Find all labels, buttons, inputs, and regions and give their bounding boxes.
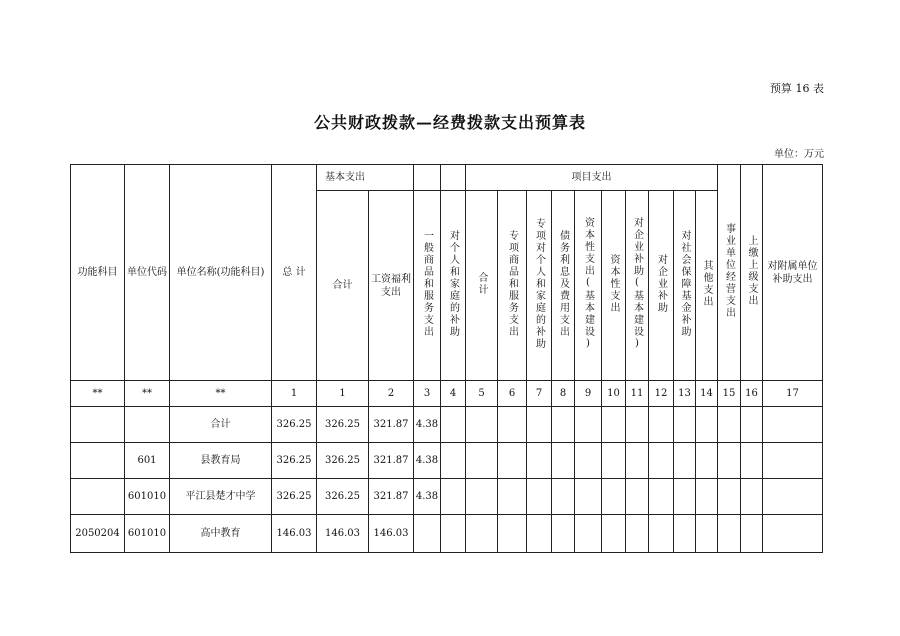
cell-code: 601 [125,443,170,479]
header-capital: 资本性支出 [602,191,626,381]
header-unit-name: 单位名称(功能科目) [170,165,272,381]
cell-name: 县教育局 [170,443,272,479]
cell-wages: 146.03 [369,515,414,553]
index-cell: 4 [441,381,466,407]
cell-goods: 4.38 [414,443,441,479]
cell-basic-total: 326.25 [317,407,369,443]
cell-wages: 321.87 [369,443,414,479]
index-cell: ** [125,381,170,407]
cell-basic-total: 326.25 [317,479,369,515]
budget-table [70,164,823,553]
index-cell: 5 [466,381,498,407]
index-cell: 12 [649,381,674,407]
index-row [71,381,823,407]
cell-total: 326.25 [272,407,317,443]
cell-name: 高中教育 [170,515,272,553]
cell-function [71,407,125,443]
index-cell: 2 [369,381,414,407]
index-cell: 17 [763,381,823,407]
cell-code [125,407,170,443]
index-cell: 14 [696,381,718,407]
header-basic-total: 合计 [317,191,369,381]
header-enterprise: 对企业补助 [649,191,674,381]
cell-function: 2050204 [71,515,125,553]
header-wages: 工资福利支出 [369,191,414,381]
header-social-security: 对社会保障基金补助 [674,191,696,381]
header-goods-services: 一般商品和服务支出 [414,191,441,381]
cell-basic-total: 326.25 [317,443,369,479]
index-cell: 11 [626,381,649,407]
index-cell: 3 [414,381,441,407]
cell-goods: 4.38 [414,407,441,443]
cell-function [71,443,125,479]
index-cell: 16 [741,381,763,407]
header-capital-basic: 资本性支出(基本建设) [575,191,602,381]
header-basic-blank-2 [441,165,466,191]
cell-total: 146.03 [272,515,317,553]
page-title: 公共财政拨款—经费拨款支出预算表 [313,113,586,132]
table-row [71,407,823,443]
header-total: 总 计 [272,165,317,381]
header-special-goods: 专项商品和服务支出 [498,191,527,381]
cell-code: 601010 [125,515,170,553]
header-personal-subsidy: 对个人和家庭的补助 [441,191,466,381]
cell-function [71,479,125,515]
cell-total: 326.25 [272,479,317,515]
index-cell: 1 [272,381,317,407]
index-cell: 9 [575,381,602,407]
table-row [71,443,823,479]
cell-goods: 4.38 [414,479,441,515]
cell-total: 326.25 [272,443,317,479]
index-cell: 1 [317,381,369,407]
table-row [71,515,823,553]
header-enterprise-basic: 对企业补助(基本建设) [626,191,649,381]
header-special-personal: 专项对个人和家庭的补助 [527,191,552,381]
header-project-total: 合计 [466,191,498,381]
cell-wages: 321.87 [369,479,414,515]
index-cell: 6 [498,381,527,407]
index-cell: 7 [527,381,552,407]
table-row [71,479,823,515]
header-payment-upper: 上缴上级支出 [741,165,763,381]
cell-wages: 321.87 [369,407,414,443]
cell-code: 601010 [125,479,170,515]
header-business-unit: 事业单位经营支出 [718,165,741,381]
cell-basic-total: 146.03 [317,515,369,553]
header-unit-code: 单位代码 [125,165,170,381]
index-cell: ** [71,381,125,407]
header-debt-interest: 债务利息及费用支出 [552,191,575,381]
unit-label: 单位：万元 [774,149,824,160]
index-cell: 13 [674,381,696,407]
index-cell: 8 [552,381,575,407]
header-basic-group: 基本支出 [317,165,414,191]
form-number: 预算 16 表 [770,82,824,95]
index-cell: 10 [602,381,626,407]
header-affiliated: 对附属单位补助支出 [763,165,823,381]
header-function-subject: 功能科目 [71,165,125,381]
cell-name: 合计 [170,407,272,443]
cell-goods [414,515,441,553]
header-project-group: 项目支出 [466,165,718,191]
header-other: 其他支出 [696,191,718,381]
header-basic-blank [414,165,441,191]
index-cell: 15 [718,381,741,407]
index-cell: ** [170,381,272,407]
cell-name: 平江县楚才中学 [170,479,272,515]
